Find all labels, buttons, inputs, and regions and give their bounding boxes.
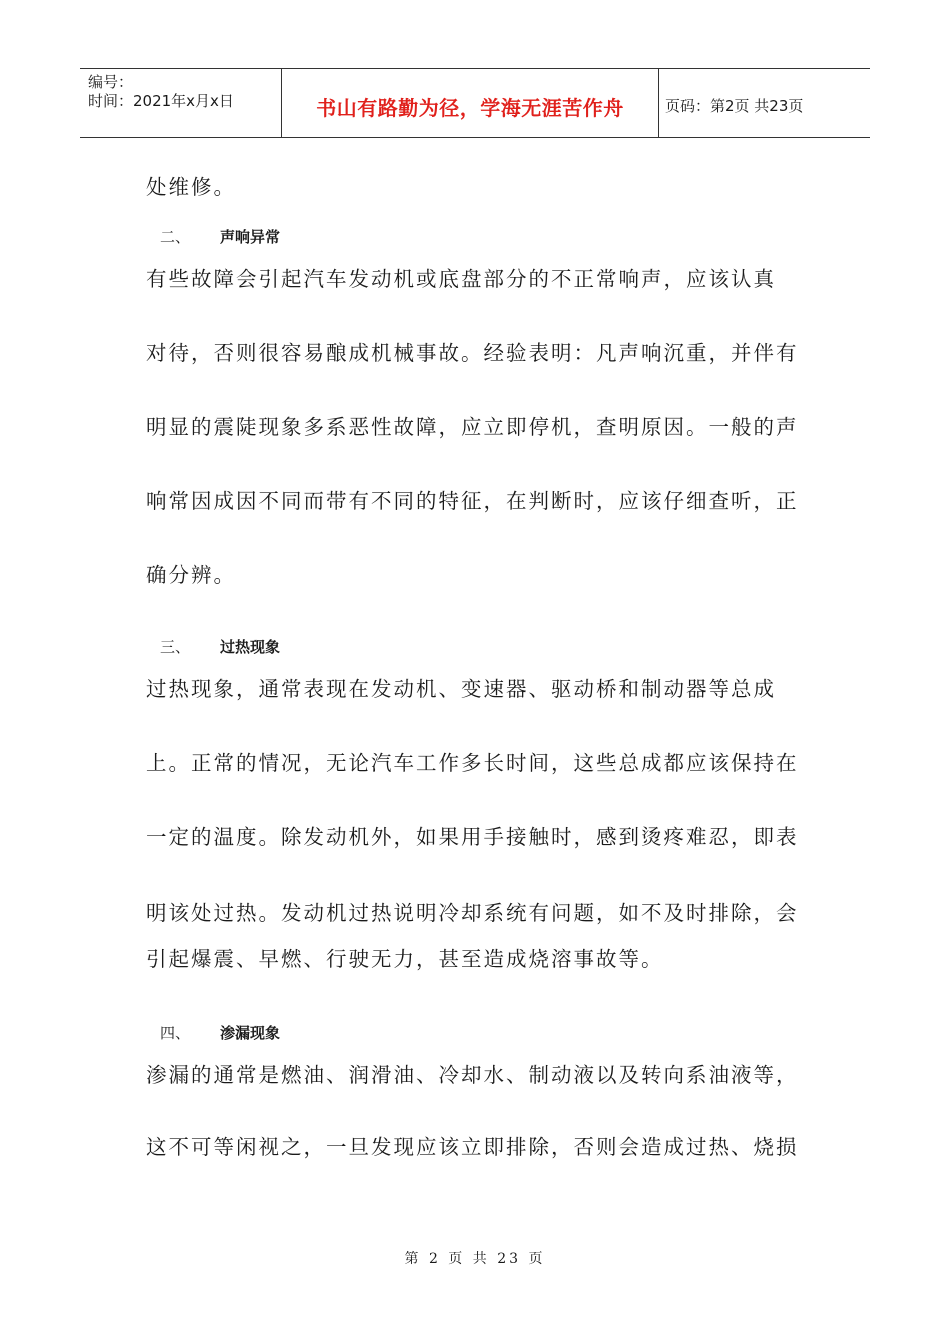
paragraph-line: 有些故障会引起汽车发动机或底盘部分的不正常响声，应该认真 — [146, 267, 776, 291]
paragraph-line: 处维修。 — [146, 175, 236, 199]
paragraph-line: 这不可等闲视之，一旦发现应该立即排除，否则会造成过热、烧损 — [146, 1135, 799, 1159]
paragraph-line: 确分辨。 — [146, 563, 236, 587]
section-heading — [160, 226, 280, 247]
paragraph-line: 明该处过热。发动机过热说明冷却系统有问题，如不及时排除，会 — [146, 901, 799, 925]
paragraph-line: 对待，否则很容易酿成机械事故。经验表明：凡声响沉重，并伴有 — [146, 341, 799, 365]
page-info-text: 页码：第2页 共23页 — [665, 96, 804, 115]
paragraph-line: 引起爆震、早燃、行驶无力，甚至造成烧溶事故等。 — [146, 947, 664, 971]
section-heading — [160, 636, 280, 657]
document-header — [80, 68, 870, 138]
page-footer: 第 2 页 共 23 页 — [404, 1251, 546, 1267]
paragraph-line: 渗漏的通常是燃油、润滑油、冷却水、制动液以及转向系油液等， — [146, 1063, 799, 1087]
header-page-info — [659, 69, 870, 137]
section-number: 二、 — [160, 228, 191, 246]
paragraph-line: 响常因成因不同而带有不同的特征，在判断时，应该仔细查听，正 — [146, 489, 799, 513]
document-date: 时间：2021年x月x日 — [88, 92, 234, 110]
paragraph-line: 一定的温度。除发动机外，如果用手接触时，感到烫疼难忍，即表 — [146, 825, 799, 849]
paragraph-line: 明显的震陡现象多系恶性故障，应立即停机，查明原因。一般的声 — [146, 415, 799, 439]
section-number: 四、 — [160, 1024, 191, 1042]
section-title: 过热现象 — [220, 638, 281, 656]
paragraph-line: 过热现象，通常表现在发动机、变速器、驱动桥和制动器等总成 — [146, 677, 776, 701]
section-heading — [160, 1022, 280, 1043]
section-number: 三、 — [160, 638, 191, 656]
header-meta — [80, 69, 282, 137]
header-motto-cell — [282, 69, 659, 137]
header-motto: 书山有路勤为径，学海无涯苦作舟 — [316, 95, 624, 120]
paragraph-line: 上。正常的情况，无论汽车工作多长时间，这些总成都应该保持在 — [146, 751, 799, 775]
section-title: 声响异常 — [220, 228, 281, 246]
section-title: 渗漏现象 — [220, 1024, 281, 1042]
document-number-label: 编号： — [88, 73, 134, 91]
